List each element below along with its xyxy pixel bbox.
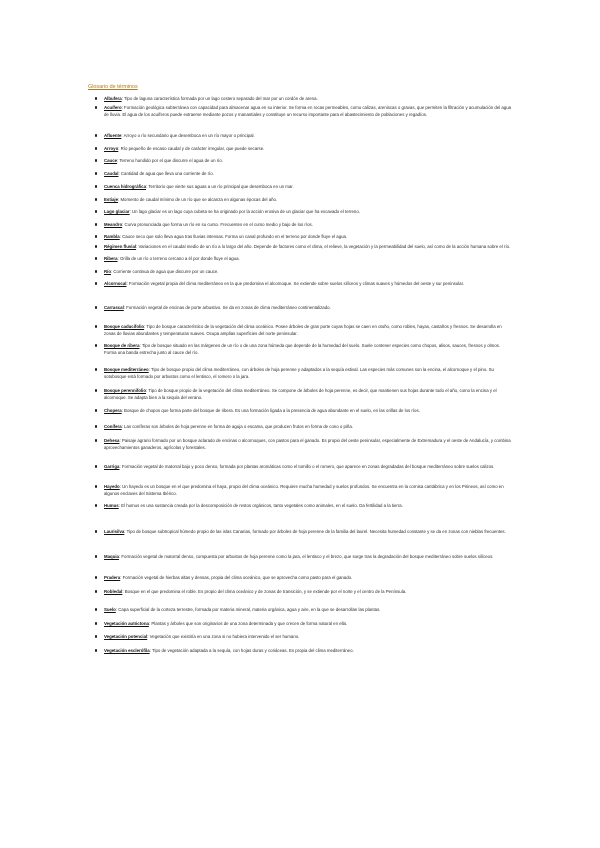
term-separator: :: [115, 607, 119, 612]
term-name: Vegetación autóctona: [104, 621, 149, 626]
term-definition: Plantas y árboles que son originarios de una zona determinada y que crecen de forma natural en ella.: [151, 621, 348, 626]
term-definition: Un lago glaciar es un lago cuya cubeta se ha originado por la acción erosiva de un glaciar que ha excavado el terreno.: [132, 209, 360, 214]
glossary-heading: Glosario de términos: [88, 84, 138, 90]
term-name: Régimen fluvial: [104, 244, 137, 249]
term-name: Meandro: [104, 222, 123, 227]
term-name: Suelo: [104, 607, 116, 612]
term-name: Garriga: [104, 464, 120, 469]
term-name: Humus: [104, 503, 119, 508]
term-separator: :: [148, 367, 151, 372]
glossary-entry: [104, 574, 512, 581]
term-separator: :: [129, 209, 133, 214]
term-definition: Cantidad de agua que lleva una corriente de río.: [120, 171, 214, 176]
glossary-entry: [104, 633, 512, 640]
term-definition: Variaciones en el caudal medio de un río a lo largo del año. Depende de factores como el clima, el relieve, la vegetación y la permeabilidad del suelo, así como de la acción humana sobre el río.: [138, 244, 511, 249]
glossary-entry: [104, 255, 512, 262]
term-definition: Cauce seco que solo lleva agua tras lluvias intensas. Forma un canal profundo en el terreno por donde fluye el agua.: [122, 234, 348, 239]
glossary-entry: [104, 170, 512, 177]
term-definition: Tipo de bosque propio de la vegetación del clima mediterráneo. Se compone de árboles de hoja perenne, es decir, que mantienen sus hojas durante todo el año, como la encina y el alcornoque. Se adapta bien a la sequía del verano.: [104, 388, 497, 401]
term-name: Caudal: [104, 171, 119, 176]
term-separator: :: [118, 171, 121, 176]
term-separator: :: [119, 464, 122, 469]
term-name: Cauce: [104, 158, 118, 163]
glossary-entry: [104, 280, 512, 287]
term-separator: :: [118, 197, 121, 202]
term-separator: :: [123, 305, 127, 310]
term-name: Afluente: [104, 133, 122, 138]
term-separator: :: [119, 234, 123, 239]
term-name: Bosque mediterráneo: [104, 367, 149, 372]
term-definition: Tipo de bosque situado en las márgenes de un río o de una zona húmeda que depende de la humedad del suelo. Suele contener especies como chopos, alisos, sauces, fresnos y olmos. Forma una banda estrecha junto al cauce del río.: [104, 343, 501, 356]
term-definition: El humus es una sustancia creada por la descomposición de restos orgánicos, tanto vegetales como animales, en el suelo. Da fertilidad a la tierra.: [121, 503, 403, 508]
term-name: Carrascal: [104, 305, 124, 310]
term-definition: Bosque en el que predomina el roble. Es propio del clima oceánico y de zonas de transición, y se extiende por el norte y el centro de la Península.: [124, 589, 407, 594]
glossary-entry: [104, 423, 512, 430]
term-separator: :: [148, 621, 152, 626]
term-definition: Río pequeño de escaso caudal y de carácter irregular, que puede secarse.: [120, 146, 265, 151]
glossary-entry: [104, 196, 512, 203]
glossary-entry: [104, 588, 512, 595]
glossary-entry: [104, 323, 512, 338]
term-name: Cuenca hidrográfica: [104, 184, 146, 189]
term-name: Conífera: [104, 424, 122, 429]
term-name: Bosque caducifolio: [104, 324, 145, 329]
term-name: Vegetación esclerófila: [104, 648, 150, 653]
term-definition: Formación geológica subterránea con capacidad para almacenar agua en su interior. Se forma en rocas permeables, como calizas, areniscas o gravas, que permiten la filtración y acumulación del agua de lluvia. El agua de los acuíferos puede extraerse mediante pozos y manantiales y constituye un recurso importante para el abastecimiento de poblaciones y regadíos.: [104, 105, 512, 118]
term-definition: Corriente continua de agua que discurre por un cauce.: [113, 269, 219, 274]
glossary-entry: [104, 268, 512, 275]
term-definition: Tipo de bosque subtropical húmedo propio de las islas Canarias, formado por árboles de hoja perenne de la familia del laurel. Necesita humedad constante y se da en zonas con nieblas frecuentes.: [126, 529, 506, 534]
term-definition: Un hayedo es un bosque en el que predomina el haya, propio del clima oceánico. Requiere mucha humedad y suelos profundos. Se encuentra en la cornisa cantábrica y en los Pirineos, así como en algunos enclaves del Sistema Ibérico.: [104, 484, 504, 497]
glossary-entry: [104, 183, 512, 190]
term-separator: :: [122, 222, 125, 227]
term-definition: Formación vegetal de matorral denso, compuesta por arbustos de hoja perenne como la jara, el lentisco y el brezo, que surge tras la degradación del bosque mediterráneo sobre suelos silíceos.: [121, 554, 494, 559]
term-name: Maquia: [104, 554, 119, 559]
term-name: Albufera: [104, 96, 122, 101]
glossary-entry: [104, 407, 512, 414]
term-name: Lago glaciar: [104, 209, 130, 214]
term-name: Laurisilva: [104, 529, 125, 534]
term-name: Hayedo: [104, 484, 120, 489]
term-separator: :: [144, 324, 147, 329]
term-name: Pradera: [104, 575, 121, 580]
term-definition: Formación vegetal propia del clima mediterráneo en la que predomina el alcornoque. Se extiende sobre suelos silíceos y climas suaves y húmedos del oeste y sur peninsular.: [128, 281, 465, 286]
glossary-entry: [104, 620, 512, 627]
term-separator: :: [119, 438, 122, 443]
glossary-entry: [104, 647, 512, 654]
glossary-entry: [104, 145, 512, 152]
glossary-entry: [104, 243, 512, 250]
term-separator: :: [117, 158, 120, 163]
glossary-entry: [104, 483, 512, 498]
term-separator: :: [118, 554, 122, 559]
term-definition: Paisaje agrario formado por un bosque aclarado de encinas o alcornoques, con pastos para el ganado. Es propio del oeste peninsular, especialmente de Extremadura y el oeste de Andalucía, y combina aprovechamientos ganaderos, agrícolas y forestales.: [104, 438, 511, 451]
term-separator: :: [121, 105, 125, 110]
term-name: Bosque de ribera: [104, 343, 140, 348]
term-definition: Capa superficial de la corteza terrestre, formada por materia mineral, materia orgánica, agua y aire, en la que se desarrollan las plantas.: [118, 607, 381, 612]
term-separator: :: [111, 269, 114, 274]
term-name: Estiaje: [104, 197, 119, 202]
term-separator: :: [121, 408, 125, 413]
term-definition: Territorio que vierte sus aguas a un río principal que desemboca en un mar.: [148, 184, 294, 189]
term-definition: Orilla de un río o terreno cercano a él por donde fluye el agua.: [119, 256, 240, 261]
term-definition: Formación vegetal de encinas de porte arbustivo. Se da en zonas de clima mediterráneo continentalizado.: [126, 305, 331, 310]
term-definition: Tipo de bosque característico de la vegetación del clima oceánico. Posee árboles de gran porte cuyas hojas se caen en otoño, como robles, hayas, castaños y fresnos. Se desarrolla en zonas de lluvias abundantes y temperaturas suaves. Ocupa amplias superficies del norte peninsular.: [104, 324, 502, 337]
term-separator: :: [139, 343, 142, 348]
term-name: Rambla: [104, 234, 120, 239]
term-definition: Arroyo o río secundario que desemboca en un río mayor o principal.: [123, 133, 255, 138]
term-definition: Momento de caudal mínimo de un río que se alcanza en algunas épocas del año.: [120, 197, 278, 202]
glossary-entry: [104, 387, 512, 402]
term-name: Chopera: [104, 408, 122, 413]
glossary-entry: [104, 502, 512, 509]
glossary-entry: [104, 132, 512, 139]
term-separator: :: [119, 484, 123, 489]
term-separator: :: [126, 281, 129, 286]
glossary-entry: [104, 366, 512, 381]
term-separator: :: [121, 424, 125, 429]
term-name: Acuífero: [104, 105, 122, 110]
term-separator: :: [124, 529, 127, 534]
glossary-entry: [104, 304, 512, 311]
glossary-entry: [104, 157, 512, 164]
term-separator: :: [121, 133, 124, 138]
term-definition: Terreno hundido por el que discurre el agua de un río.: [119, 158, 223, 163]
term-definition: Formación vegetal de hierbas altas y densas, propia del clima oceánico, que se aprovecha como pasto para el ganado.: [122, 575, 353, 580]
term-separator: :: [118, 503, 122, 508]
glossary-entry: [104, 606, 512, 613]
term-definition: Curva pronunciada que forma un río en su curso. Frecuentes en el curso medio y bajo de los ríos.: [124, 222, 313, 227]
term-name: Dehesa: [104, 438, 120, 443]
glossary-entry: [104, 553, 512, 560]
term-separator: :: [118, 146, 121, 151]
term-name: Río: [104, 269, 111, 274]
glossary-entry: [104, 233, 512, 240]
glossary-entry: [104, 463, 512, 470]
term-definition: Bosque de chopos que forma parte del bosque de ribera. Es una formación ligada a la presencia de agua abundante en el suelo, en las orillas de los ríos.: [124, 408, 420, 413]
term-name: Arroyo: [104, 146, 119, 151]
term-separator: :: [120, 575, 123, 580]
term-separator: :: [147, 634, 150, 639]
term-name: Vegetación potencial: [104, 634, 148, 639]
glossary-entry: [104, 221, 512, 228]
term-name: Bosque perennifolio: [104, 388, 146, 393]
term-separator: :: [146, 184, 149, 189]
term-separator: :: [121, 96, 124, 101]
glossary-entry: [104, 437, 512, 452]
glossary-entry: [104, 95, 512, 102]
term-definition: Vegetación que existiría en una zona si no hubiera intervenido el ser humano.: [149, 634, 300, 639]
term-separator: :: [149, 648, 152, 653]
term-name: Robledal: [104, 589, 123, 594]
glossary-entry: [104, 528, 512, 535]
term-definition: Tipo de vegetación adaptada a la sequía, con hojas duras y coriáceas. Es propia del clima mediterráneo.: [151, 648, 354, 653]
term-separator: :: [136, 244, 139, 249]
term-separator: :: [122, 589, 125, 594]
term-name: Alcornocal: [104, 281, 127, 286]
glossary-entry: [104, 208, 512, 215]
term-definition: Formación vegetal de matorral bajo y poco denso, formada por plantas aromáticas como el tomillo o el romero, que aparece en zonas degradadas del bosque mediterráneo sobre suelos calizos.: [121, 464, 495, 469]
term-definition: Tipo de bosque propio del clima mediterráneo, con árboles de hoja perenne y adaptados a la sequía estival. Las especies más comunes son la encina, el alcornoque y el pino. Su sotobosque está formado por arbustos como el lentisco, el romero o la jara.: [104, 367, 494, 380]
term-separator: :: [146, 388, 149, 393]
term-definition: Las coníferas son árboles de hoja perenne en forma de aguja o escama, que producen frutos en forma de cono o piña.: [124, 424, 353, 429]
glossary-entry: [104, 104, 512, 119]
term-name: Ribera: [104, 256, 118, 261]
glossary-entry: [104, 342, 512, 357]
term-separator: :: [117, 256, 120, 261]
term-definition: Tipo de laguna característica formada por un lago costero separado del mar por un cordón de arena.: [123, 96, 318, 101]
